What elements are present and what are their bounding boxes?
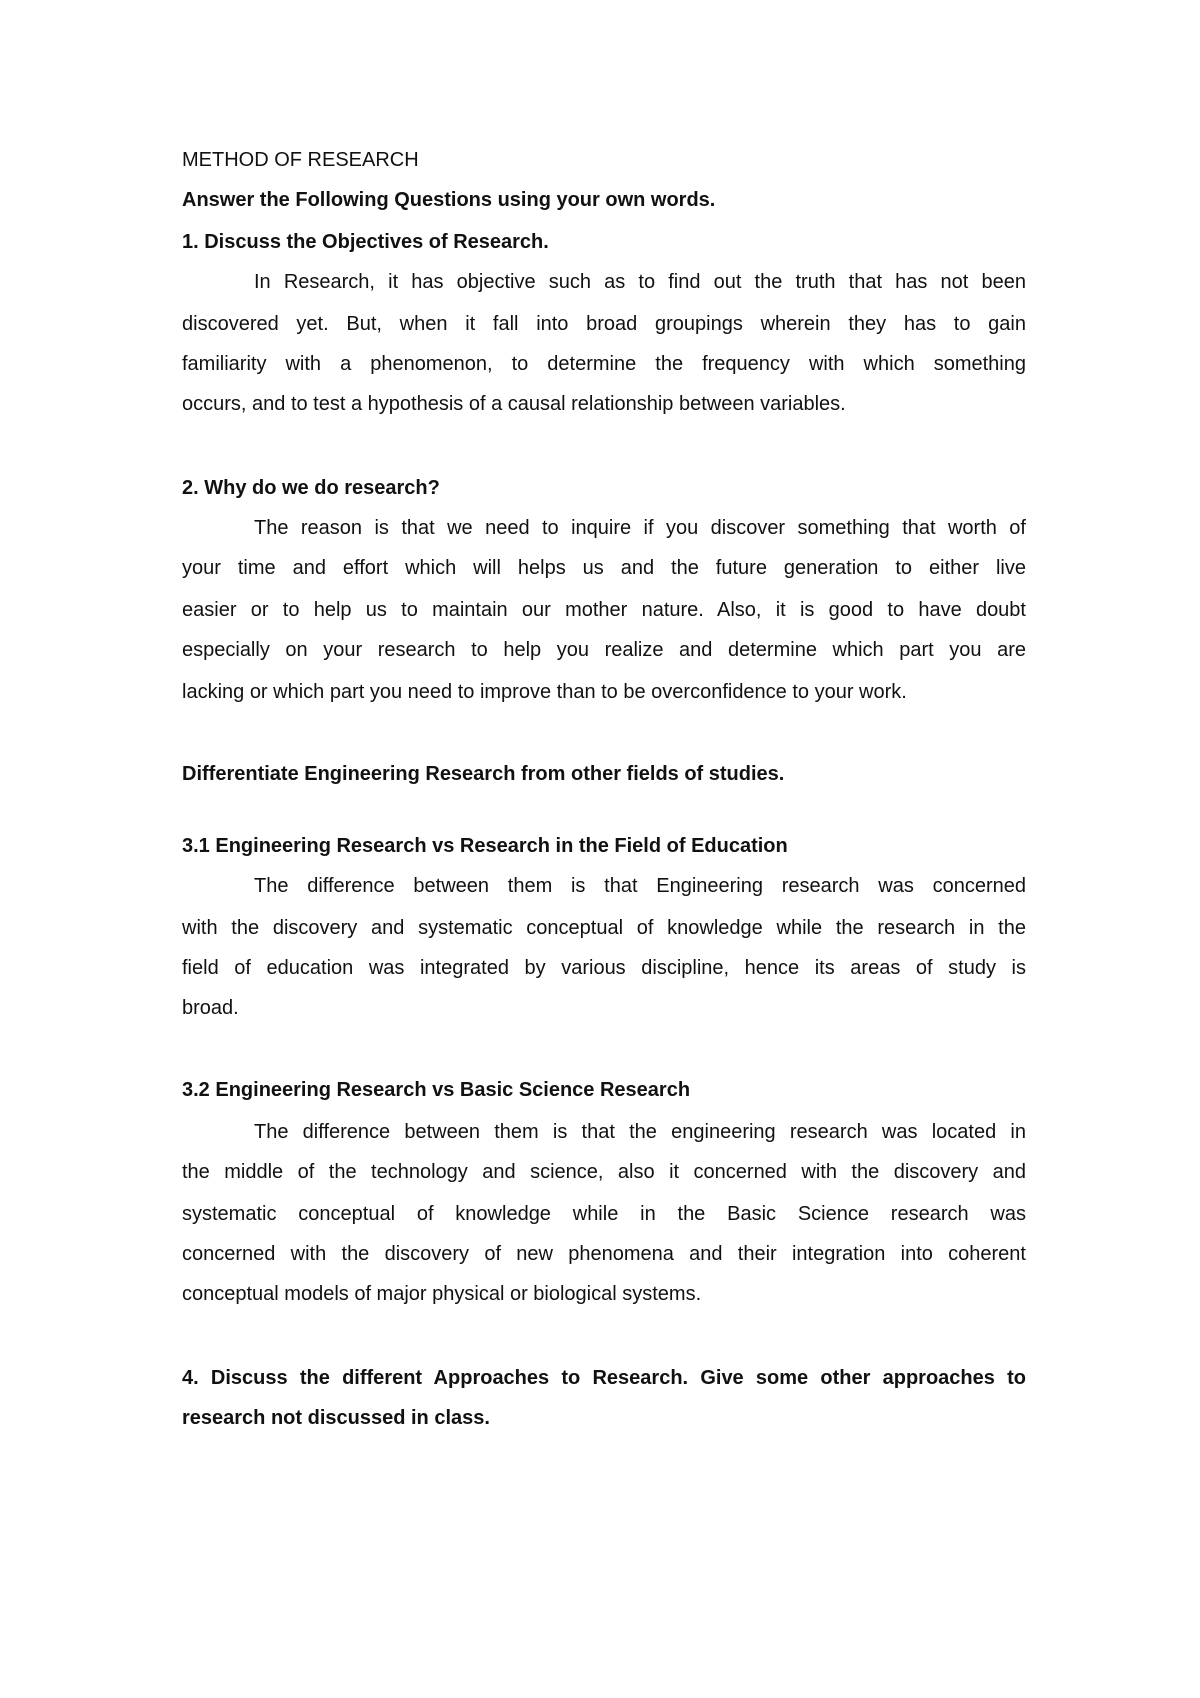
section-heading-3-1: 3.1 Engineering Research vs Research in the Field of Education [182,835,788,857]
paragraph-line: concerned with the discovery of new phenomena and their integration into coherent [182,1243,1026,1265]
paragraph-line: especially on your research to help you realize and determine which part you are [182,639,1026,661]
section-heading-2: 2. Why do we do research? [182,477,440,499]
section-heading-differentiate: Differentiate Engineering Research from other fields of studies. [182,763,785,785]
paragraph-line: The difference between them is that Engineering research was concerned [254,875,1026,897]
document-title: METHOD OF RESEARCH [182,149,419,171]
paragraph-line: conceptual models of major physical or biological systems. [182,1283,702,1305]
paragraph-line: field of education was integrated by various discipline, hence its areas of study is [182,957,1026,979]
paragraph-line: systematic conceptual of knowledge while in the Basic Science research was [182,1203,1026,1225]
section-heading-1: 1. Discuss the Objectives of Research. [182,231,549,253]
paragraph-line: easier or to help us to maintain our mother nature. Also, it is good to have doubt [182,599,1026,621]
section-heading-4-continued: research not discussed in class. [182,1407,490,1429]
section-heading-3-2: 3.2 Engineering Research vs Basic Science Research [182,1079,691,1101]
paragraph-line: with the discovery and systematic conceptual of knowledge while the research in the [182,917,1026,939]
paragraph-line: familiarity with a phenomenon, to determine the frequency with which something [182,353,1026,375]
paragraph-line: The difference between them is that the engineering research was located in [254,1121,1026,1143]
instructions: Answer the Following Questions using your own words. [182,189,716,211]
paragraph-line: In Research, it has objective such as to find out the truth that has not been [254,271,1026,293]
section-heading-4: 4. Discuss the different Approaches to Research. Give some other approaches to [182,1367,1026,1389]
paragraph-line: The reason is that we need to inquire if you discover something that worth of [254,517,1026,539]
paragraph-line: occurs, and to test a hypothesis of a causal relationship between variables. [182,393,846,415]
paragraph-line: discovered yet. But, when it fall into broad groupings wherein they has to gain [182,313,1026,335]
paragraph-line: the middle of the technology and science, also it concerned with the discovery and [182,1161,1026,1183]
paragraph-line: lacking or which part you need to improve than to be overconfidence to your work. [182,681,907,703]
paragraph-line: broad. [182,997,239,1019]
paragraph-line: your time and effort which will helps us and the future generation to either live [182,557,1026,579]
